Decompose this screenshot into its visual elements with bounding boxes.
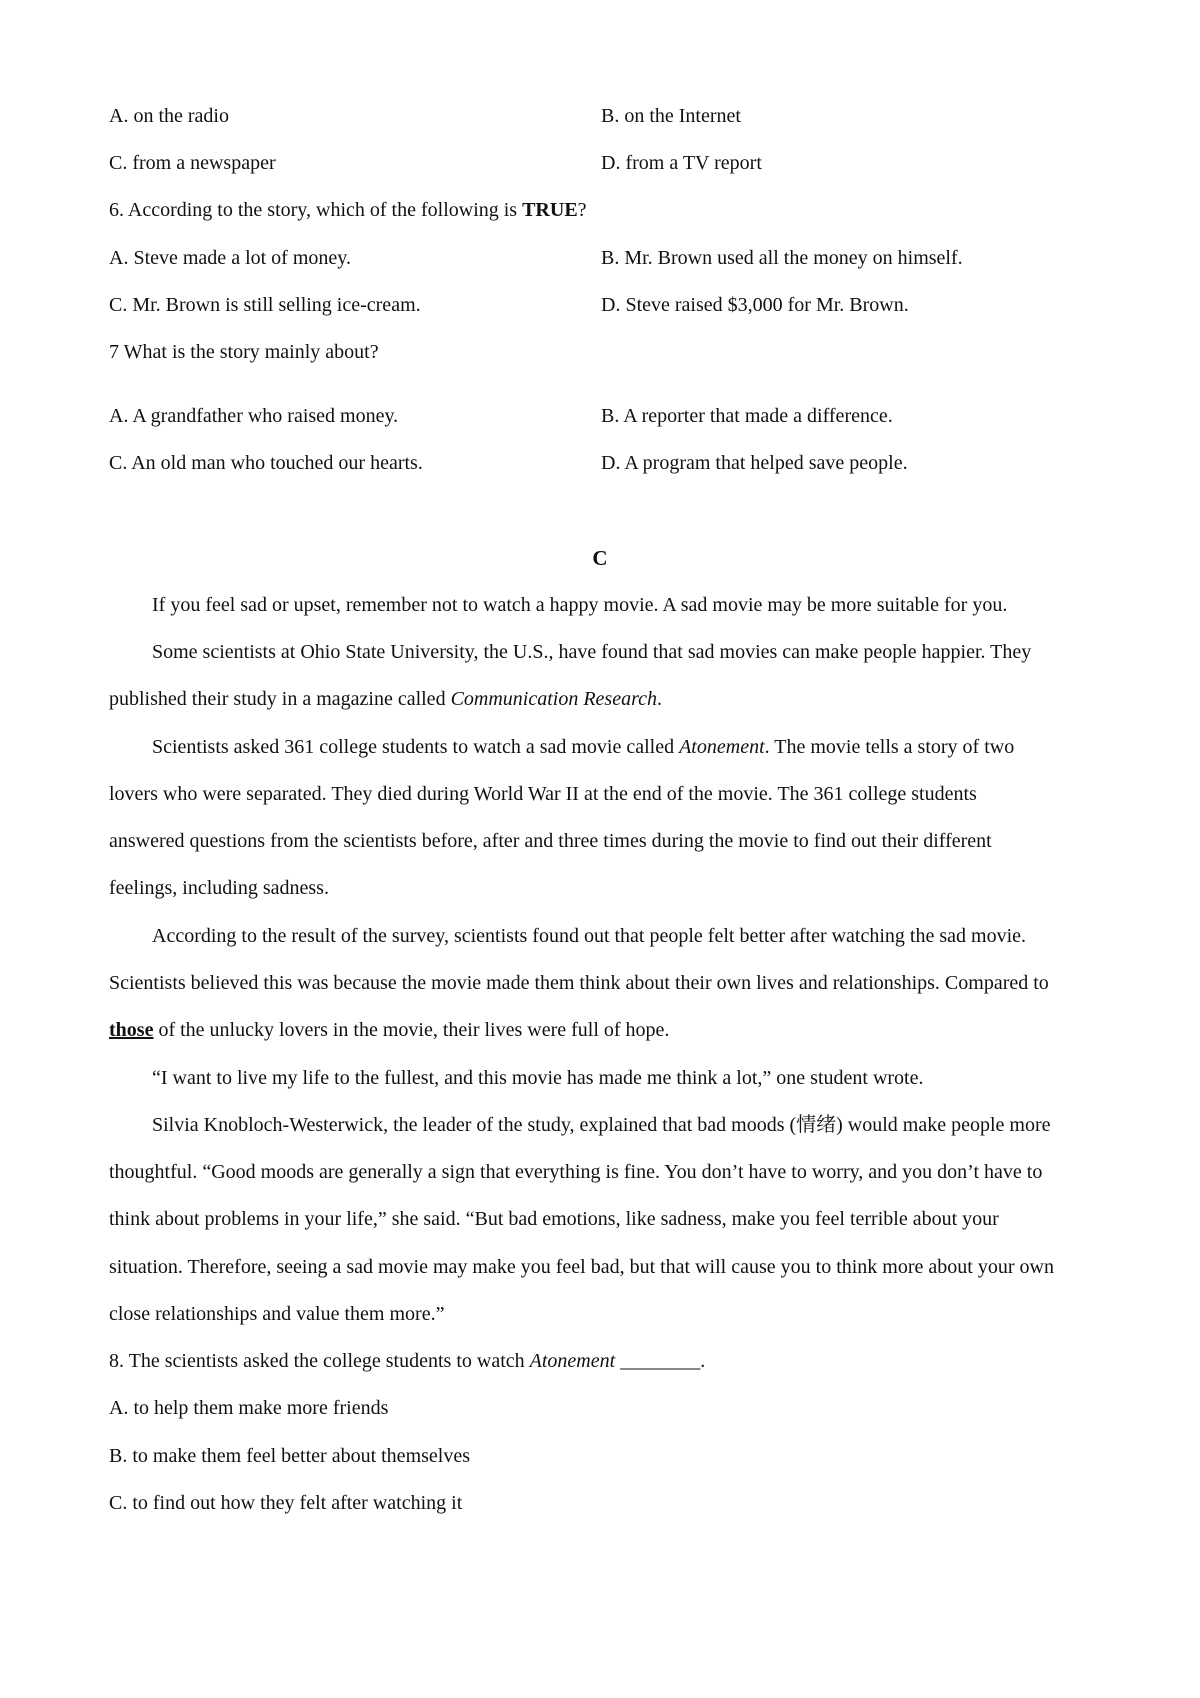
- passage-line-16: close relationships and value them more.”: [109, 1303, 445, 1325]
- passage-line-13: thoughtful. “Good moods are generally a sign that everything is fine. You don’t have to worry, and you don’t have to: [109, 1161, 1043, 1183]
- q6-option-c: C. Mr. Brown is still selling ice-cream.: [109, 294, 421, 316]
- q8-option-a: A. to help them make more friends: [109, 1397, 389, 1419]
- passage-line-5: lovers who were separated. They died during World War II at the end of the movie. The 361 college students: [109, 783, 977, 805]
- passage-line-7: feelings, including sadness.: [109, 877, 329, 899]
- passage-line-8: According to the result of the survey, scientists found out that people felt better after watching the sad movie.: [152, 925, 1027, 947]
- passage-line-14: think about problems in your life,” she said. “But bad emotions, like sadness, make you feel terrible about your: [109, 1208, 999, 1230]
- passage-line-3: [109, 687, 662, 711]
- q5-option-a: A. on the radio: [109, 105, 229, 127]
- q6-stem-prefix: 6. According to the story, which of the following is: [109, 199, 523, 221]
- q8-movie-title: Atonement: [529, 1350, 616, 1372]
- q8-option-c: C. to find out how they felt after watching it: [109, 1492, 463, 1514]
- q7-option-d: D. A program that helped save people.: [601, 452, 908, 474]
- q6-stem: [109, 198, 587, 222]
- passage-line-10: [109, 1018, 669, 1042]
- q6-stem-suffix: ?: [577, 199, 587, 221]
- q7-option-b: B. A reporter that made a difference.: [601, 405, 893, 427]
- q8-stem-post: ________.: [615, 1350, 706, 1372]
- q7-option-a: A. A grandfather who raised money.: [109, 405, 399, 427]
- q7-stem: 7 What is the story mainly about?: [109, 341, 379, 363]
- passage-line-9: Scientists believed this was because the movie made them think about their own lives and relationships. Compared to: [109, 972, 1049, 994]
- passage-line-4: [152, 735, 1014, 759]
- passage-line-3-pre: published their study in a magazine called: [109, 688, 451, 710]
- passage-line-4-pre: Scientists asked 361 college students to watch a sad movie called: [152, 736, 680, 758]
- q5-option-b: B. on the Internet: [601, 105, 741, 127]
- passage-line-11: “I want to live my life to the fullest, and this movie has made me think a lot,” one student wrote.: [152, 1067, 924, 1089]
- passage-line-15: situation. Therefore, seeing a sad movie may make you feel bad, but that will cause you to think more about your own: [109, 1256, 1054, 1278]
- q6-option-b: B. Mr. Brown used all the money on himself.: [601, 247, 963, 269]
- passage-line-4-post: . The movie tells a story of two: [764, 736, 1015, 758]
- passage-heading: C: [592, 546, 608, 570]
- passage-line-12: Silvia Knobloch-Westerwick, the leader of the study, explained that bad moods (情绪) would make people more: [152, 1114, 1051, 1136]
- magazine-title: Communication Research: [450, 688, 658, 710]
- q8-stem: [109, 1349, 705, 1373]
- passage-line-3-post: .: [657, 688, 663, 710]
- q6-option-a: A. Steve made a lot of money.: [109, 247, 351, 269]
- passage-line-10-post: of the unlucky lovers in the movie, their lives were full of hope.: [153, 1019, 670, 1041]
- movie-title: Atonement: [679, 736, 765, 758]
- passage-line-6: answered questions from the scientists before, after and three times during the movie to find out their different: [109, 830, 992, 852]
- passage-line-2: Some scientists at Ohio State University, the U.S., have found that sad movies can make people happier. They: [152, 641, 1032, 663]
- q7-option-c: C. An old man who touched our hearts.: [109, 452, 423, 474]
- passage-line-1: If you feel sad or upset, remember not to watch a happy movie. A sad movie may be more suitable for you.: [152, 594, 1008, 616]
- underlined-word: those: [109, 1019, 154, 1041]
- q8-stem-pre: 8. The scientists asked the college students to watch: [109, 1350, 530, 1372]
- q5-option-d: D. from a TV report: [601, 152, 762, 174]
- q6-option-d: D. Steve raised $3,000 for Mr. Brown.: [601, 294, 909, 316]
- q5-option-c: C. from a newspaper: [109, 152, 276, 174]
- q8-option-b: B. to make them feel better about themselves: [109, 1445, 470, 1467]
- q6-stem-bold: TRUE: [522, 199, 578, 221]
